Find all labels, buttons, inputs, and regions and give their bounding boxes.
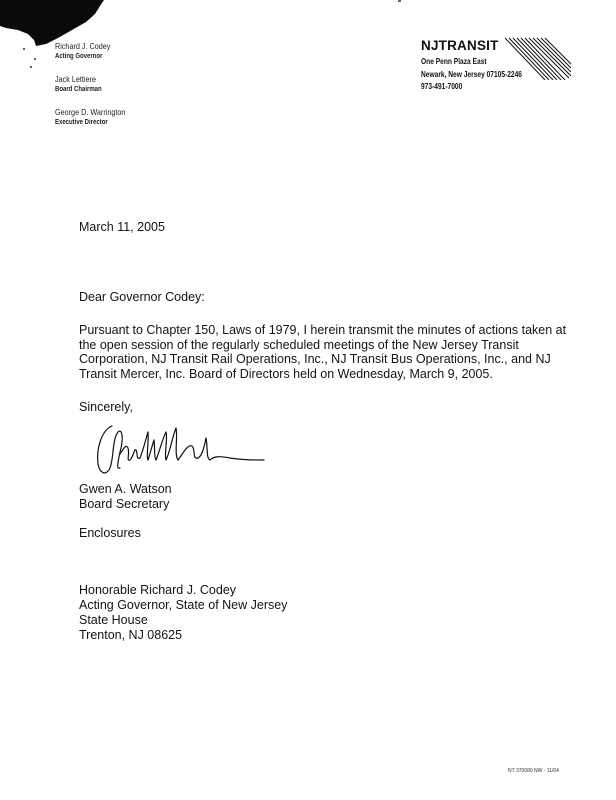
person-title: Acting Governor [55, 51, 103, 60]
body-line: Corporation, NJ Transit Rail Operations, Inc., NJ Transit Bus Operations, Inc., and NJ [79, 352, 551, 366]
salutation: Dear Governor Codey: [79, 290, 205, 304]
letterhead-person [55, 74, 113, 93]
scan-speck [23, 48, 25, 50]
person-name: George D. Warrington [55, 107, 126, 117]
letterhead-person [55, 41, 120, 60]
enclosures-note: Enclosures [79, 526, 141, 540]
scan-speck [34, 58, 36, 60]
recipient-line: Acting Governor, State of New Jersey [79, 598, 288, 612]
logo-text: NJTRANSIT [421, 38, 499, 53]
address-line: One Penn Plaza East [421, 56, 487, 66]
letter-date: March 11, 2005 [79, 220, 165, 234]
body-line: Pursuant to Chapter 150, Laws of 1979, I herein transmit the minutes of actions taken at [79, 323, 567, 337]
handwritten-signature [92, 418, 272, 480]
body-paragraph [79, 323, 567, 381]
recipient-line: Honorable Richard J. Codey [79, 583, 237, 597]
signer-title: Board Secretary [79, 497, 170, 511]
nj-transit-logo [421, 36, 571, 96]
phone-number: 973-491-7000 [421, 81, 463, 91]
person-name: Richard J. Codey [55, 41, 111, 51]
recipient-line: State House [79, 613, 148, 627]
body-line: Transit Mercer, Inc. Board of Directors held on Wednesday, March 9, 2005. [79, 366, 493, 381]
person-title: Board Chairman [55, 84, 102, 93]
scan-blot [0, 0, 104, 46]
recipient-line: Trenton, NJ 08625 [79, 628, 183, 642]
person-title: Executive Director [55, 117, 108, 126]
closing: Sincerely, [79, 400, 133, 414]
scan-speck [30, 66, 32, 68]
address-line: Newark, New Jersey 07105-2246 [421, 69, 522, 79]
body-line: the open session of the regularly scheduled meetings of the New Jersey Transit [79, 337, 519, 352]
form-code: NT 370080 NW - 11/04 [508, 768, 559, 774]
signer-name: Gwen A. Watson [79, 482, 172, 496]
person-name: Jack Lettiere [55, 74, 96, 84]
letterhead-person [55, 107, 138, 126]
scan-speck [398, 0, 401, 2]
